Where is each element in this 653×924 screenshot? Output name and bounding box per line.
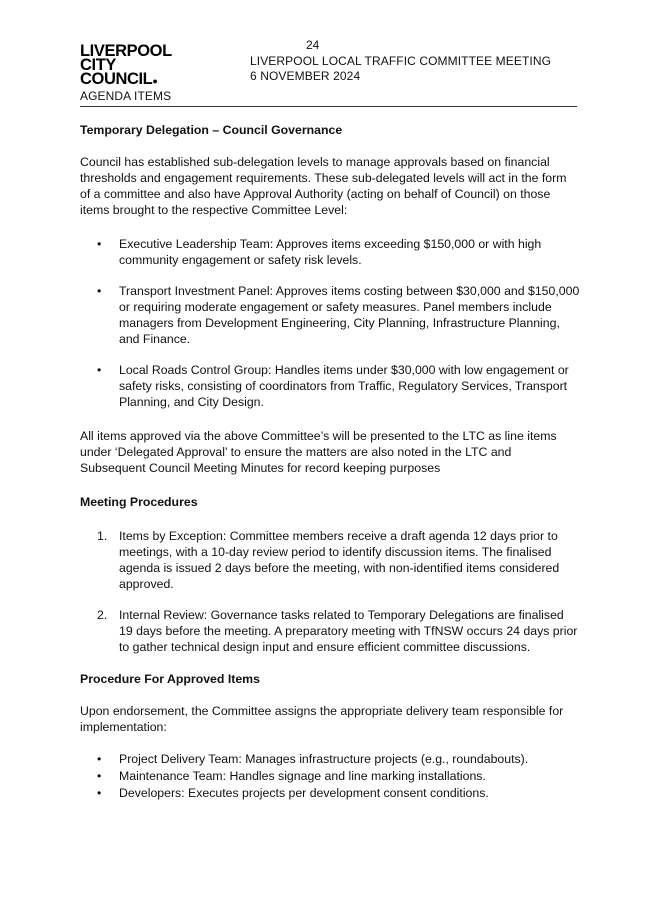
section-heading-delegation: Temporary Delegation – Council Governance bbox=[80, 123, 343, 137]
list-item-text: Items by Exception: Committee members receive a draft agenda 12 days prior to meetings, with a 10-day review period to identify discussion items. The finalised agenda is issued 2 days before the meeting, with non-identified items considered approved. bbox=[119, 529, 560, 591]
list-item-text: Internal Review: Governance tasks related to Temporary Delegations are finalised 19 days before the meeting. A preparatory meeting with TfNSW occurs 24 days prior to gather technical design input and ensure efficient committee discussions. bbox=[119, 608, 578, 654]
list-item bbox=[80, 751, 580, 767]
meeting-title bbox=[250, 54, 551, 84]
bullet-icon: • bbox=[97, 363, 102, 377]
list-item-text: Project Delivery Team: Manages infrastructure projects (e.g., roundabouts). bbox=[119, 752, 529, 766]
list-item bbox=[80, 362, 580, 410]
logo-line-3: COUNCIL bbox=[80, 70, 153, 88]
list-item-text: Transport Investment Panel: Approves items costing between $30,000 and $150,000 or requiring moderate engagement or safety measures. Panel members include managers from Development Engineering, City Planning, Infrastructure Planning, and Finance. bbox=[119, 284, 580, 346]
list-item bbox=[80, 283, 580, 347]
meeting-name: LIVERPOOL LOCAL TRAFFIC COMMITTEE MEETING bbox=[250, 54, 552, 68]
page-number: 24 bbox=[306, 38, 320, 52]
delegation-list bbox=[80, 236, 580, 410]
list-item bbox=[80, 785, 580, 801]
list-item-text: Developers: Executes projects per development consent conditions. bbox=[119, 786, 489, 800]
header-divider bbox=[80, 106, 577, 107]
bullet-icon: • bbox=[97, 769, 102, 783]
list-item-text: Local Roads Control Group: Handles items under $30,000 with low engagement or safety risks, consisting of coordinators from Traffic, Regulatory Services, Transport Planning, and City Design. bbox=[119, 363, 569, 409]
list-item bbox=[80, 236, 580, 268]
list-item bbox=[80, 607, 580, 655]
list-item-text: Maintenance Team: Handles signage and line marking installations. bbox=[119, 769, 486, 783]
logo-line-1: LIVERPOOL bbox=[80, 42, 172, 60]
list-item-text: Executive Leadership Team: Approves items exceeding $150,000 or with high community engagement or safety risk levels. bbox=[119, 237, 542, 267]
logo-line-2: CITY bbox=[80, 56, 116, 74]
bullet-icon: • bbox=[97, 284, 102, 298]
delegation-intro: Council has established sub-delegation levels to manage approvals based on financial thresholds and engagement requirements. These sub-delegated levels will act in the form of a committee and also have Approval Authority (acting on behalf of Council) on those items brought to the respective Committee Level: bbox=[80, 155, 567, 217]
section-heading-procedures: Meeting Procedures bbox=[80, 495, 198, 509]
list-item bbox=[80, 768, 580, 784]
bullet-icon: • bbox=[97, 752, 102, 766]
list-number: 1. bbox=[97, 529, 108, 543]
document-body bbox=[80, 122, 580, 801]
agenda-items-label: AGENDA ITEMS bbox=[80, 89, 172, 103]
logo-emblem-icon: ● bbox=[152, 76, 158, 86]
list-number: 2. bbox=[97, 608, 108, 622]
approved-list bbox=[80, 751, 580, 801]
procedures-list bbox=[80, 528, 580, 655]
bullet-icon: • bbox=[97, 786, 102, 800]
approved-intro: Upon endorsement, the Committee assigns the appropriate delivery team responsible for implementation: bbox=[80, 704, 564, 734]
list-item bbox=[80, 528, 580, 592]
meeting-date: 6 NOVEMBER 2024 bbox=[250, 69, 361, 83]
council-logo bbox=[80, 44, 172, 88]
delegation-closing: All items approved via the above Committee’s will be presented to the LTC as line items under ‘Delegated Approval’ to ensure the matters are also noted in the LTC and Subsequent Council Meeting Minutes for record keeping purposes bbox=[80, 429, 557, 475]
logo-line-3-wrap bbox=[80, 72, 172, 88]
bullet-icon: • bbox=[97, 237, 102, 251]
section-heading-approved: Procedure For Approved Items bbox=[80, 672, 260, 686]
